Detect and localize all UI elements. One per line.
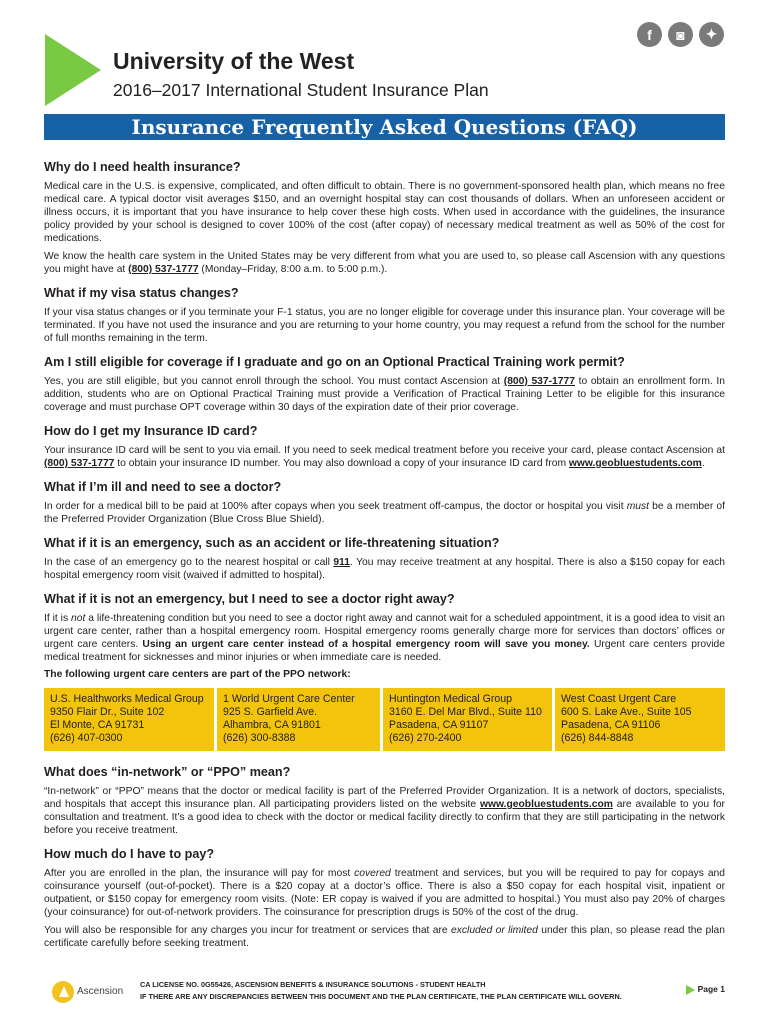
faq-question: What if my visa status changes?	[44, 286, 239, 300]
center-phone: (626) 270-2400	[389, 732, 462, 744]
center-phone: (626) 407-0300	[50, 732, 123, 744]
plan-title: 2016–2017 International Student Insurance Plan	[113, 80, 489, 100]
footer-legal	[140, 979, 622, 1003]
center-phone: (626) 844-8848	[561, 732, 634, 744]
answer-text: under this plan, so please read the plan certificate carefully before seeking treatment.	[44, 925, 725, 949]
phone-link[interactable]: (800) 537-1777	[503, 376, 575, 387]
network-heading: The following urgent care centers are part of the PPO network:	[44, 669, 351, 680]
page-number	[686, 984, 725, 995]
answer-text: a life-threatening condition but you need to see a doctor right away and cannot wait for a scheduled appointment, it is a good idea to visit an urgent care center, rather than a hospital emergency room. Hospital emergency rooms generally charge more for services than doctors’ offices or urgent care centers.	[44, 613, 725, 650]
urgent-care-center	[383, 688, 552, 751]
university-logo	[45, 34, 101, 106]
page-footer	[44, 975, 725, 1015]
urgent-care-table	[44, 688, 725, 751]
center-name: Huntington Medical Group	[389, 693, 513, 705]
faq-list-continued	[44, 765, 725, 950]
faq-question: What does “in-network” or “PPO” mean?	[44, 765, 291, 779]
page-label: Page 1	[697, 984, 725, 994]
answer-text: .	[701, 458, 705, 469]
website-link[interactable]: www.geobluestudents.com	[568, 458, 702, 469]
phone-link[interactable]: 911	[333, 557, 350, 568]
faq-banner: Insurance Frequently Asked Questions (FAQ)	[44, 114, 725, 140]
answer-text: (Monday–Friday, 8:00 a.m. to 5:00 p.m.).	[198, 264, 388, 275]
faq-question: How do I get my Insurance ID card?	[44, 424, 258, 438]
answer-text: be a member of the Preferred Provider Organization (Blue Cross Blue Shield).	[44, 501, 725, 525]
social-links	[637, 22, 724, 47]
center-phone: (626) 300-8388	[223, 732, 296, 744]
center-address: 3160 E. Del Mar Blvd., Suite 110	[389, 706, 542, 718]
answer-text: to obtain your insurance ID number. You may also download a copy of your insurance ID card from	[114, 458, 569, 469]
faq-answer	[44, 785, 725, 837]
answer-text: In the case of an emergency go to the nearest hospital or call	[44, 557, 334, 568]
center-name: 1 World Urgent Care Center	[223, 693, 355, 705]
center-city: El Monte, CA 91731	[50, 719, 145, 731]
footer-disclaimer: IF THERE ARE ANY DISCREPANCIES BETWEEN THIS DOCUMENT AND THE PLAN CERTIFICATE, THE PLAN CERTIFICATE WILL GOVERN.	[140, 992, 622, 1001]
answer-text: Your insurance ID card will be sent to you via email. If you need to seek medical treatment before you receive your card, please contact Ascension at	[44, 445, 725, 456]
page-arrow-icon	[686, 985, 695, 995]
center-name: U.S. Healthworks Medical Group	[50, 693, 204, 705]
faq-answer	[44, 444, 725, 470]
answer-text: In order for a medical bill to be paid at 100% after copays when you seek treatment off-campus, the doctor or hospital you visit	[44, 501, 627, 512]
faq-answer	[44, 867, 725, 919]
faq-answer	[44, 500, 725, 526]
faq-question: Am I still eligible for coverage if I graduate and go on an Optional Practical Training work permit?	[44, 355, 625, 369]
twitter-icon[interactable]: ✦	[699, 22, 724, 47]
instagram-icon[interactable]: ◙	[668, 22, 693, 47]
faq-question: How much do I have to pay?	[44, 847, 215, 861]
faq-answer	[44, 924, 725, 950]
answer-text: are available to you for consultation and treatment. It’s a good idea to check with the doctor or medical facility directly to confirm that they are still participating in the network before you receive treatment.	[44, 799, 725, 836]
faq-answer	[44, 612, 725, 664]
phone-link[interactable]: (800) 537-1777	[44, 458, 115, 469]
answer-text: If your visa status changes or if you terminate your F-1 status, you are no longer eligible for coverage under this insurance plan. Your coverage will be terminated. If you have not used the insurance and you are returning to your home country, you may request a refund from the school for the number of full months remaining in the term.	[44, 307, 725, 344]
faq-question: What if I’m ill and need to see a doctor?	[44, 480, 282, 494]
faq-answer	[44, 556, 725, 582]
answer-text: If it is	[44, 613, 71, 624]
faq-answer	[44, 306, 725, 345]
answer-text: Yes, you are still eligible, but you cannot enroll through the school. You must contact Ascension at	[44, 376, 504, 387]
faq-answer	[44, 375, 725, 414]
answer-text: We know the health care system in the United States may be very different from what you are used to, so please call Ascension with any questions you might have at	[44, 251, 725, 275]
center-address: 600 S. Lake Ave., Suite 105	[561, 706, 692, 718]
emphasis-text: excluded or limited	[451, 925, 538, 936]
answer-text: You will also be responsible for any charges you incur for treatment or services that are	[44, 925, 452, 936]
center-city: Pasadena, CA 91107	[389, 719, 489, 731]
answer-text: Medical care in the U.S. is expensive, complicated, and often difficult to obtain. There is no government-sponsored health plan, which means no free medical care. A typical doctor visit averages $150, and an overnight hospital stay can cost thousands of dollars. When an unforeseen accident or illness occurs, it is important that you have insurance to help cover these high costs. When used in accordance with the guidelines, the insurance policy provided by your school is designed to cover 100% of the cost (after copay) of necessary medical treatment as well as 50% of the cost for medications.	[44, 181, 725, 244]
answer-text: “In-network” or “PPO” means that the doctor or medical facility is part of the Preferred Provider Organization. It is a network of doctors, specialists, and hospitals that accept this insurance plan. All participating providers listed on the website	[44, 786, 725, 810]
university-name: University of the West	[113, 48, 355, 74]
center-city: Pasadena, CA 91106	[561, 719, 661, 731]
facebook-icon[interactable]: f	[637, 22, 662, 47]
footer-license: CA LICENSE NO. 0G55426, ASCENSION BENEFITS & INSURANCE SOLUTIONS - STUDENT HEALTH	[140, 980, 486, 989]
faq-answer	[44, 180, 725, 245]
website-link[interactable]: www.geobluestudents.com	[479, 799, 613, 810]
page-header	[0, 0, 770, 110]
emphasis-text: covered	[354, 868, 391, 879]
center-address: 925 S. Garfield Ave.	[223, 706, 318, 718]
faq-list	[44, 160, 725, 664]
urgent-care-center	[555, 688, 725, 751]
faq-answer	[44, 250, 725, 276]
urgent-care-center	[217, 688, 380, 751]
faq-question: What if it is an emergency, such as an accident or life-threatening situation?	[44, 536, 500, 550]
faq-question: Why do I need health insurance?	[44, 160, 241, 174]
faq-question: What if it is not an emergency, but I need to see a doctor right away?	[44, 592, 455, 606]
urgent-care-center	[44, 688, 214, 751]
faq-content	[44, 156, 725, 955]
emphasis-text: not	[70, 613, 86, 624]
center-address: 9350 Flair Dr., Suite 102	[50, 706, 165, 718]
phone-link[interactable]: (800) 537-1777	[128, 264, 199, 275]
answer-text: . You may receive treatment at any hospital. There is also a $150 copay for each hospital emergency room visit (waived if admitted to hospital).	[44, 557, 725, 581]
answer-text: treatment and services, but you will be required to pay for copays and coinsurance yourself (out-of-pocket). There is a $20 copay at a doctor’s office. There is also a $50 copay for each hospital visit, inpatient or outpatient, or $150 copay for emergency room visits. (Note: ER copay is waived if you are admitted to hospital.) You must also pay 20% of charges (your coinsurance) for out-of-network providers. The coinsurance for prescription drugs is 50% of the cost of the drug.	[44, 868, 725, 918]
ascension-brand: Ascension	[77, 986, 124, 997]
emphasis-text: Using an urgent care center instead of a hospital emergency room will save you money.	[142, 639, 590, 650]
ascension-logo-icon	[52, 981, 74, 1003]
center-name: West Coast Urgent Care	[561, 693, 677, 705]
answer-text: to obtain an enrollment form. In addition, students who are on Optional Practical Training must provide a Verification of Practical Training Letter to be eligible for this insurance coverage and must purchase OPT coverage within 30 days of the expiration date of their prior coverage.	[44, 376, 725, 413]
emphasis-text: must	[626, 501, 650, 512]
answer-text: Urgent care centers provide medical treatment for sicknesses and minor injuries or when immediate care is needed.	[44, 639, 725, 663]
center-city: Alhambra, CA 91801	[223, 719, 321, 731]
answer-text: After you are enrolled in the plan, the insurance will pay for most	[44, 868, 355, 879]
